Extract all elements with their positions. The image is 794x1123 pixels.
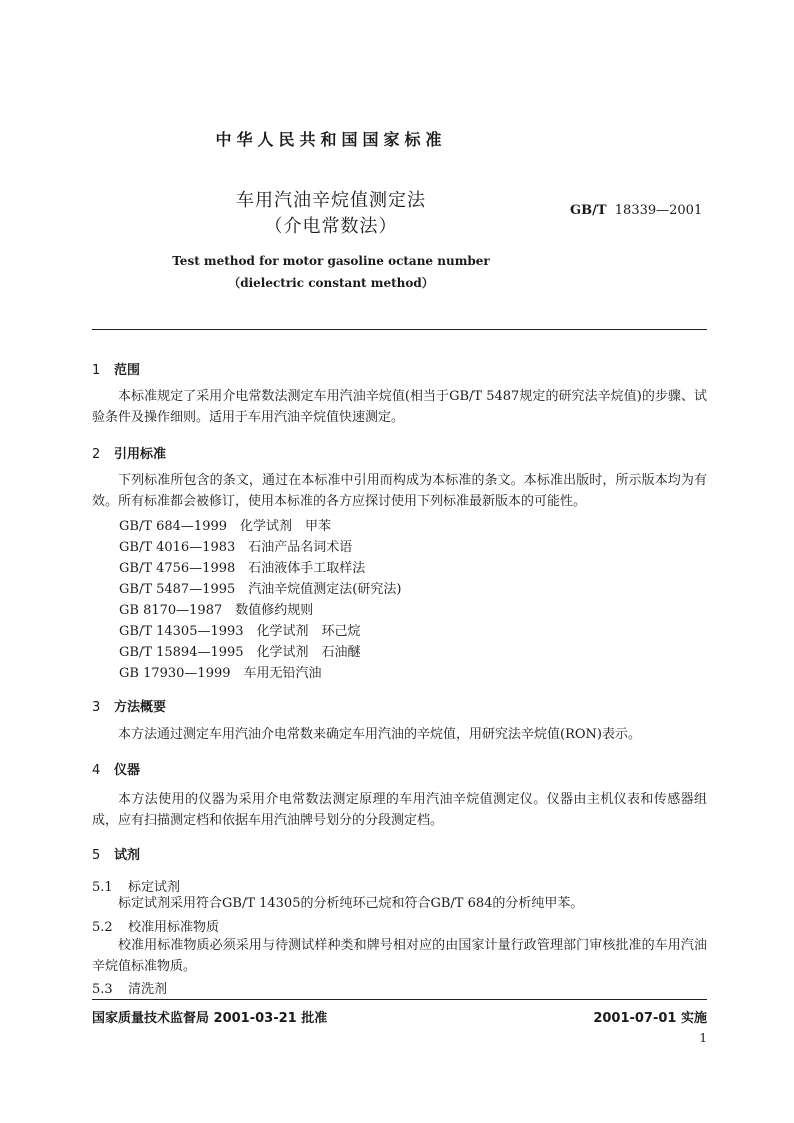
- standard-code: 18339—2001: [614, 203, 703, 218]
- section-number: 5: [92, 848, 101, 863]
- subsection-5-1-body: 标定试剂采用符合GB/T 14305的分析纯环己烷和符合GB/T 684的分析纯甲苯。: [118, 896, 584, 911]
- subsection-5-2-heading: [92, 916, 219, 935]
- section-title: 方法概要: [114, 700, 167, 715]
- ref-item: GB/T 684—1999 化学试剂 甲苯: [119, 519, 332, 534]
- header-divider: [92, 329, 707, 330]
- standard-number: [570, 203, 702, 218]
- ref-item: GB/T 14305—1993 化学试剂 环己烷: [119, 624, 361, 639]
- section-number: 3: [92, 700, 101, 715]
- section-2-heading: [92, 443, 166, 462]
- subsection-title: 校准用标准物质: [128, 920, 220, 935]
- section-title: 引用标准: [114, 447, 167, 462]
- title-cn-line2: （介电常数法）: [264, 216, 398, 237]
- title-en-line2: （dielectric constant method）: [228, 276, 434, 290]
- ref-item: GB/T 4016—1983 石油产品名词术语: [119, 540, 353, 555]
- section-4-body: 本方法使用的仪器为采用介电常数法测定原理的车用汽油辛烷值测定仪。仪器由主机仪表和传感器组成，应有扫描测定档和依据车用汽油牌号划分的分段测定档。: [92, 792, 707, 828]
- subsection-5-2-body: 校准用标准物质必须采用与待测试样种类和牌号相对应的由国家计量行政管理部门审核批准的车用汽油辛烷值标准物质。: [92, 938, 707, 974]
- section-2-body: 下列标准所包含的条文，通过在本标准中引用而构成为本标准的条文。本标准出版时，所示版本均为有效。所有标准都会被修订，使用本标准的各方应探讨使用下列标准最新版本的可能性。: [92, 473, 707, 509]
- subsection-title: 清洗剂: [128, 982, 168, 997]
- ref-item: GB/T 5487—1995 汽油辛烷值测定法(研究法): [119, 582, 402, 597]
- section-1-body: 本标准规定了采用介电常数法测定车用汽油辛烷值(相当于GB/T 5487规定的研究法辛烷值)的步骤、试验条件及操作细则。适用于车用汽油辛烷值快速测定。: [92, 389, 707, 425]
- subsection-number: 5.2: [92, 920, 113, 935]
- ref-item: GB 17930—1999 车用无铅汽油: [119, 666, 322, 681]
- title-cn-line1: 车用汽油辛烷值测定法: [236, 190, 426, 211]
- section-number: 1: [92, 363, 101, 378]
- implementation-date: 2001-07-01 实施: [593, 1011, 707, 1026]
- section-title: 范围: [114, 363, 141, 378]
- section-3-heading: [92, 696, 166, 715]
- footer-divider: [92, 999, 707, 1000]
- section-number: 2: [92, 447, 101, 462]
- section-4-heading: [92, 759, 140, 778]
- ref-item: GB/T 4756—1998 石油液体手工取样法: [119, 561, 366, 576]
- section-5-heading: [92, 844, 140, 863]
- ref-item: GB 8170—1987 数值修约规则: [119, 603, 314, 618]
- subsection-number: 5.3: [92, 982, 113, 997]
- section-1-heading: [92, 359, 140, 378]
- page-number: 1: [699, 1031, 707, 1045]
- section-title: 试剂: [114, 848, 141, 863]
- subsection-5-3-heading: [92, 978, 167, 997]
- standard-prefix: GB/T: [570, 203, 607, 218]
- subsection-number: 5.1: [92, 880, 113, 895]
- section-title: 仪器: [114, 763, 141, 778]
- section-number: 4: [92, 763, 101, 778]
- ref-item: GB/T 15894—1995 化学试剂 石油醚: [119, 645, 361, 660]
- approval-date: 国家质量技术监督局 2001-03-21 批准: [92, 1011, 328, 1026]
- title-en-line1: Test method for motor gasoline octane number: [172, 254, 490, 268]
- subsection-title: 标定试剂: [128, 880, 181, 895]
- section-3-body: 本方法通过测定车用汽油介电常数来确定车用汽油的辛烷值，用研究法辛烷值(RON)表示。: [118, 727, 641, 742]
- national-standard-heading: 中华人民共和国国家标准: [215, 130, 447, 149]
